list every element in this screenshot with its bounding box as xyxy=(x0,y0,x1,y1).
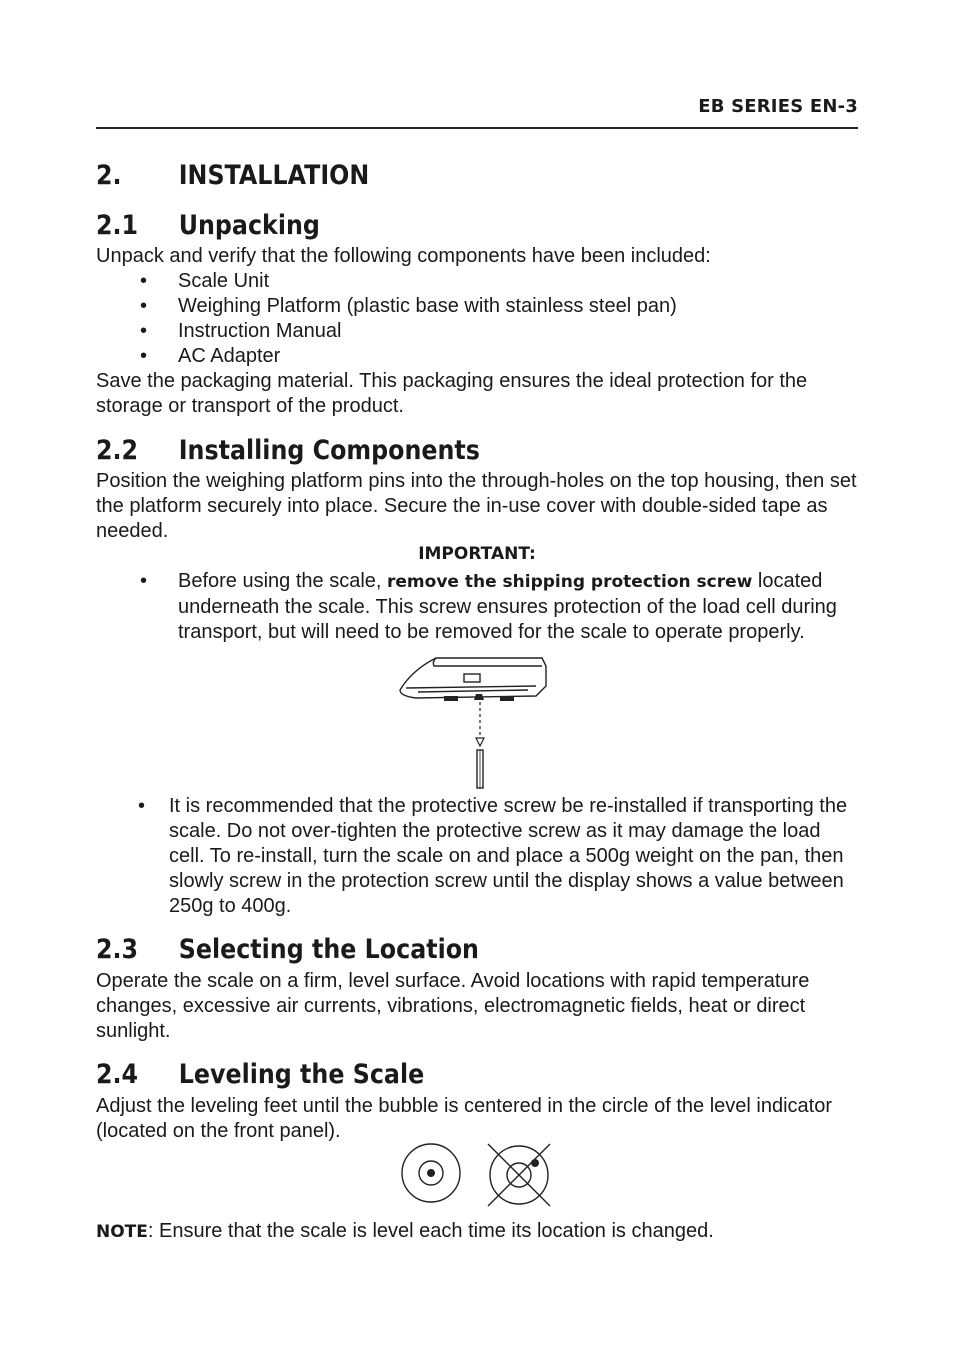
heading-selecting-location xyxy=(96,934,479,965)
heading-number: 2.4 xyxy=(96,1059,139,1090)
heading-title: Installing Components xyxy=(178,435,480,466)
list-item: • AC Adapter xyxy=(140,345,281,367)
bullet-icon: • xyxy=(140,345,148,367)
section-number: 2. xyxy=(96,160,122,191)
level-off-center-icon xyxy=(484,1140,554,1210)
bullet-icon: • xyxy=(140,570,148,592)
important-label: IMPORTANT: xyxy=(418,544,536,564)
heading-installing-components xyxy=(96,435,480,466)
section-heading xyxy=(96,160,369,191)
note-paragraph: NOTE: Ensure that the scale is level each time its location is changed. xyxy=(96,1220,714,1242)
heading-title: Selecting the Location xyxy=(178,934,479,965)
installing-para: Position the weighing platform pins into the through-holes on the top housing, then set the platform securely into place. Secure the in-use cover with double-sided tape as needed. xyxy=(96,470,857,542)
bullet-icon: • xyxy=(140,295,148,317)
bullet-icon: • xyxy=(140,320,148,342)
leveling-para: Adjust the leveling feet until the bubble is centered in the circle of the level indicator (located on the front panel). xyxy=(96,1095,832,1142)
important-list xyxy=(96,569,858,645)
unpacking-outro: Save the packaging material. This packaging ensures the ideal protection for the storage or transport of the product. xyxy=(96,370,808,417)
list-item: • Before using the scale, remove the shipping protection screw located underneath the scale. This screw ensures protection of the load cell during transport, but will need to be removed for the scale to operate properly. xyxy=(140,570,837,643)
unpacking-intro: Unpack and verify that the following components have been included: xyxy=(96,245,711,267)
component-list xyxy=(96,269,858,369)
section-title: INSTALLATION xyxy=(178,160,370,191)
heading-title: Leveling the Scale xyxy=(178,1059,425,1090)
heading-title: Unpacking xyxy=(178,210,320,241)
list-item: • Weighing Platform (plastic base with stainless steel pan) xyxy=(140,295,677,317)
list-item: • Instruction Manual xyxy=(140,320,342,342)
shipping-screw-warning: remove the shipping protection screw xyxy=(387,572,753,592)
scale-side-view-icon xyxy=(396,652,556,792)
header-rule xyxy=(96,127,858,129)
heading-unpacking xyxy=(96,210,320,241)
heading-number: 2.2 xyxy=(96,435,139,466)
reinstall-list xyxy=(96,794,858,919)
heading-leveling xyxy=(96,1059,424,1090)
list-item: • Scale Unit xyxy=(140,270,270,292)
bullet-icon: • xyxy=(140,270,148,292)
level-centered-icon xyxy=(400,1142,462,1204)
note-label: NOTE xyxy=(96,1222,148,1242)
location-para: Operate the scale on a firm, level surface. Avoid locations with rapid temperature changes, excessive air currents, vibrations, electromagnetic fields, heat or direct sunlight. xyxy=(96,970,810,1042)
running-header: EB SERIES EN-3 xyxy=(698,96,858,117)
list-item: • It is recommended that the protective screw be re-installed if transporting the scale. Do not over-tighten the protective screw as it may damage the load cell. To re-install, turn the scale on and place a 500g weight on the pan, then slowly screw in the protection screw until the display shows a value between 250g to 400g. xyxy=(138,795,848,917)
heading-number: 2.3 xyxy=(96,934,139,965)
heading-number: 2.1 xyxy=(96,210,139,241)
bullet-icon: • xyxy=(138,795,146,817)
